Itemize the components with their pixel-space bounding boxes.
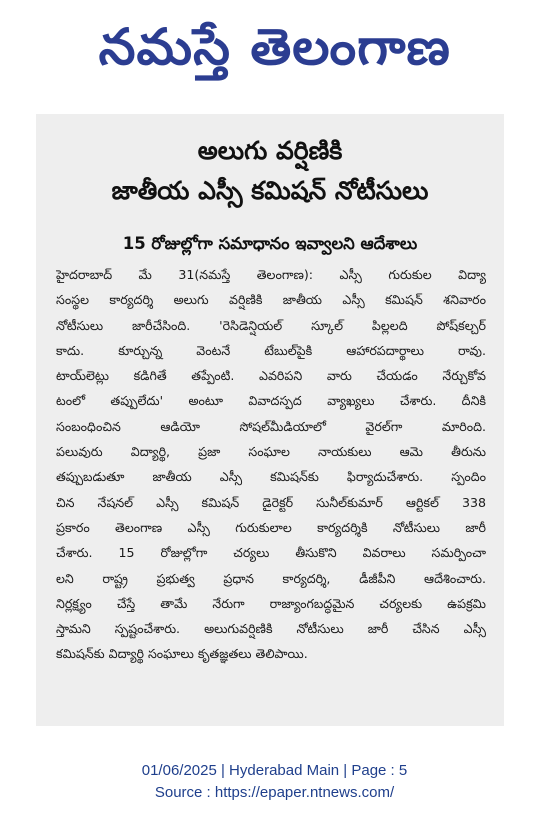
body-line: టంలో తప్పులేదు' అంటూ వివాదస్పద వ్యాఖ్యలు చేశారు. దీనికి [56, 393, 486, 409]
body-line: చేశారు. 15 రోజుల్లోగా చర్యలు తీసుకొని వివరాలు సమర్పించా [56, 545, 486, 561]
edition-info: 01/06/2025 | Hyderabad Main | Page : 5 [141, 762, 408, 779]
article-clipping [36, 114, 504, 726]
body-line: స్తామని స్పష్టంచేశారు. అలుగువర్షిణికి నోటీసులు జారీ చేసిన ఎస్సీ [56, 621, 486, 637]
source-link[interactable]: Source : https://epaper.ntnews.com/ [154, 784, 395, 801]
body-line: చిన నేషనల్ ఎస్సీ కమిషన్ డైరెక్టర్ సునీల్‌కుమార్ ఆర్టికల్ 338 [56, 494, 486, 510]
newspaper-masthead [0, 4, 549, 90]
body-line: కమిషన్‌కు విద్యార్థి సంఘాలు కృతజ్ఞతలు తెలిపాయి. [56, 646, 308, 662]
body-line: నిర్లక్ష్యం చేస్తే తామే నేరుగా రాజ్యాంగబద్ధమైన చర్యలకు ఉపక్రమి [56, 595, 486, 611]
article-body [56, 262, 486, 667]
subheadline: 15 రోజుల్లోగా సమాధానం ఇవ్వాలని ఆదేశాలు [122, 234, 418, 253]
body-line: తప్పుబడుతూ జాతీయ ఎస్సీ కమిషన్‌కు ఫిర్యాదుచేశారు. స్పందిం [56, 469, 486, 485]
body-line: టాయ్‌లెట్లు కడిగితే తప్పేంటి. ఎవరిపని వారు చేయడం నేర్చుకోవ [56, 368, 486, 384]
body-line: సంస్థల కార్యదర్శి అలుగు వర్షిణికి జాతీయ ఎస్సీ కమిషన్ శనివారం [56, 292, 486, 308]
headline-line-2: జాతీయ ఎస్సీ కమిషన్ నోటీసులు [111, 176, 429, 205]
body-line: ప్రకారం తెలంగాణ ఎస్సీ గురుకులాల కార్యదర్శికి నోటీసులు జారీ [56, 519, 486, 535]
body-line: కాదు. కూర్చున్న వెంటనే టేబుల్‌పైకి ఆహారపదార్థాలు రావు. [56, 342, 486, 358]
body-line: హైదరాబాద్ మే 31(నమస్తే తెలంగాణ): ఎస్సీ గురుకుల విద్యా [56, 267, 486, 282]
body-line: నోటీసులు జారీచేసింది. 'రెసిడెన్షియల్ స్కూల్ పిల్లలది పోష్‌కల్చర్ [56, 317, 486, 333]
body-line: పలువురు విద్యార్థి, ప్రజా సంఘాల నాయకులు ఆమె తీరును [56, 444, 486, 460]
body-line: లని రాష్ట్ర ప్రభుత్వ ప్రధాన కార్యదర్శి, డీజీపీని ఆదేశించారు. [56, 570, 486, 586]
headline-line-1: అలుగు వర్షిణికి [197, 136, 343, 165]
body-line: సంబంధించిన ఆడియో సోషల్‌మీడియాలో వైరల్‌గా మారింది. [56, 418, 486, 434]
masthead-title: నమస్తే తెలంగాణ [98, 18, 451, 76]
